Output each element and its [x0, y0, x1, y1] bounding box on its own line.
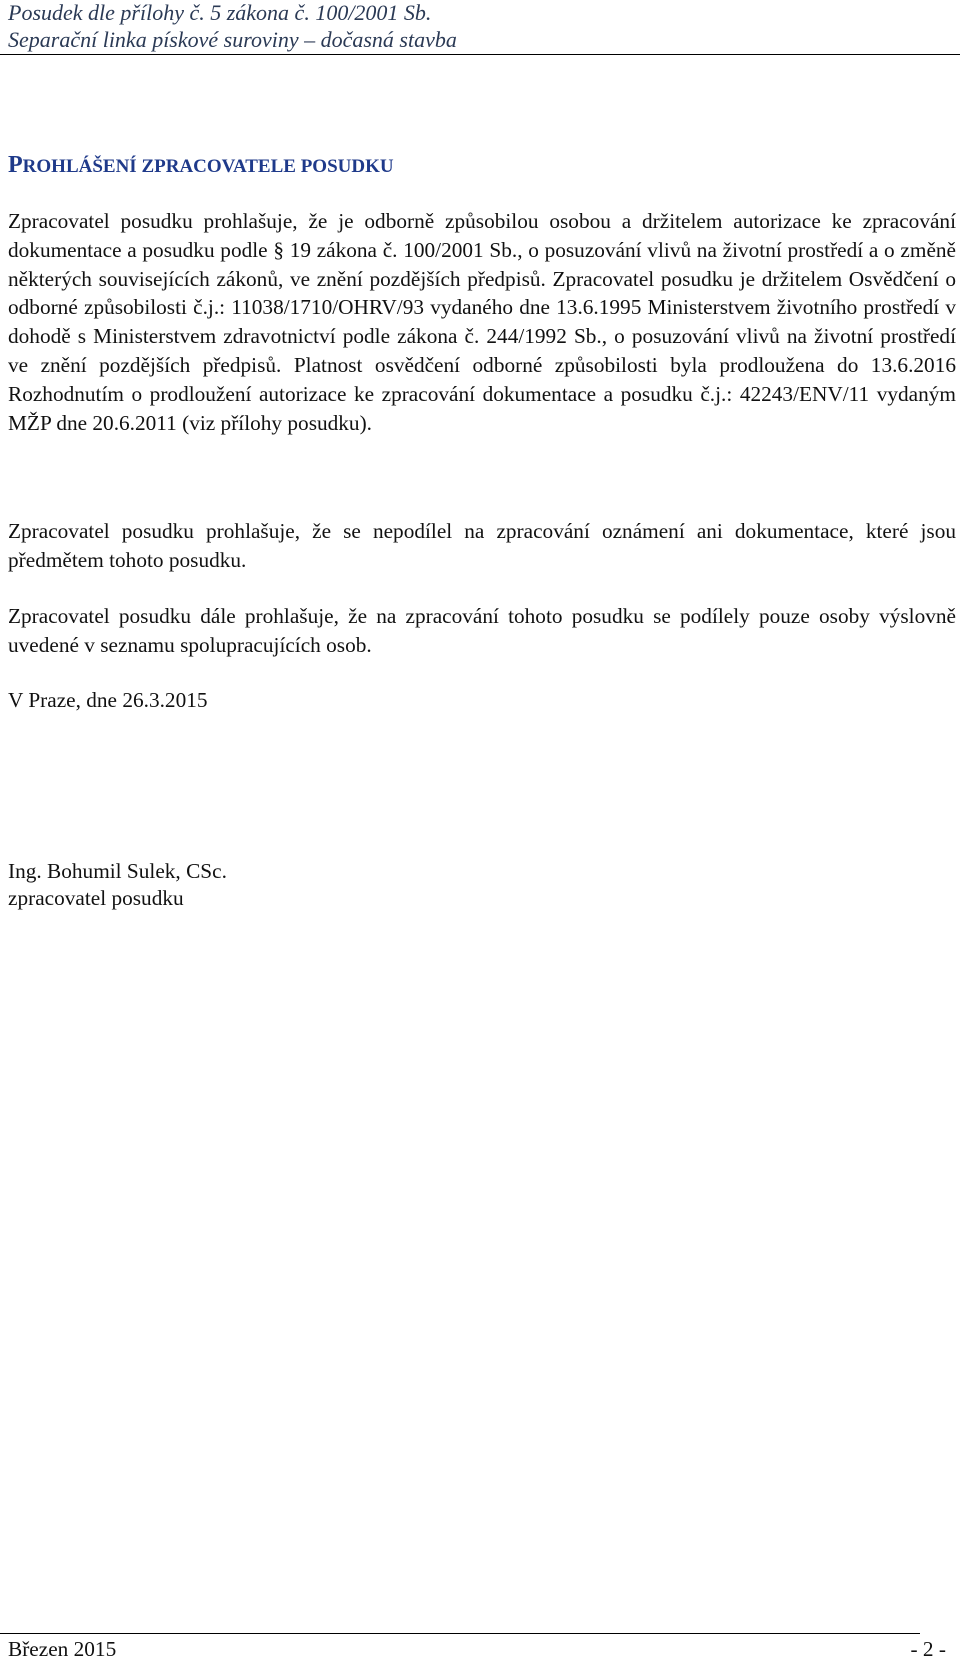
declaration-paragraph-collaborators: Zpracovatel posudku dále prohlašuje, že na zpracování tohoto posudku se podílely pouze osoby výslovně uvedené v seznamu spolupracujících osob. — [8, 604, 956, 657]
footer-divider — [0, 1633, 920, 1634]
header-divider — [0, 54, 960, 55]
signer-role: zpracovatel posudku — [8, 886, 184, 910]
header-document-reference: Posudek dle přílohy č. 5 zákona č. 100/2001 Sb. — [8, 0, 432, 25]
signer-name: Ing. Bohumil Sulek, CSc. — [8, 859, 227, 883]
page-number: - 2 - — [910, 1637, 946, 1661]
declaration-paragraph-nonparticipation: Zpracovatel posudku prohlašuje, že se nepodílel na zpracování oznámení ani dokumentace, které jsou předmětem tohoto posudku. — [8, 519, 956, 572]
page-header — [0, 0, 960, 57]
header-project-name: Separační linka pískové suroviny – dočasná stavba — [8, 27, 457, 52]
footer-date: Březen 2015 — [8, 1637, 117, 1661]
section-title — [8, 152, 394, 180]
declaration-paragraph-authorization: Zpracovatel posudku prohlašuje, že je odborně způsobilou osobou a držitelem autorizace ke zpracování dokumentace a posudku podle § 19 zákona č. 100/2001 Sb., o posuzování vlivů na životní prostředí a o změně některých souvisejících zákonů, ve znění pozdějších předpisů. Zpracovatel posudku je držitelem Osvědčení o odborné způsobilosti č.j.: 11038/1710/OHRV/93 vydaného dne 13.6.1995 Ministerstvem životního prostředí v dohodě s Ministerstvem zdravotnictví podle zákona č. 244/1992 Sb., o posuzování vlivů na životní prostředí ve znění pozdějších předpisů. Platnost osvědčení odborné způsobilosti byla prodloužena do 13.6.2016 Rozhodnutím o prodloužení autorizace ke zpracování dokumentace a posudku č.j.: 42243/ENV/11 vydaným MŽP dne 20.6.2011 (viz přílohy posudku). — [8, 209, 956, 435]
section-title-initial: P — [8, 152, 23, 178]
section-title-rest: ROHLÁŠENÍ ZPRACOVATELE POSUDKU — [22, 156, 394, 177]
place-and-date: V Praze, dne 26.3.2015 — [8, 688, 208, 712]
